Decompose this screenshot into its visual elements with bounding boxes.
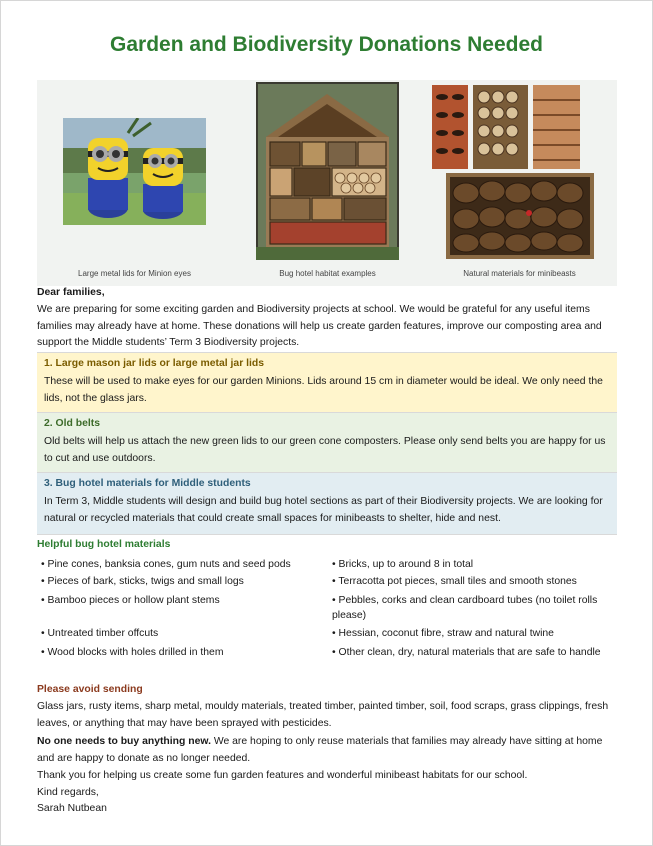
signature-text: Sarah Nutbean <box>37 803 107 814</box>
avoid-text: Glass jars, rusty items, sharp metal, mouldy materials, treated timber, painted timber, soil, food scraps, grass clippings, fresh leaves, or anything that may have been sprayed with pesticides. <box>37 701 609 729</box>
request-text-bug-hotel: In Term 3, Middle students will design and build bug hotel sections as part of their Biodiversity projects. We are looking for natural or recycled materials that could create small spaces for minibeasts to shelter, hide and nest. <box>44 496 603 524</box>
buy-bold-text: No one needs to buy anything new. <box>37 736 211 747</box>
request-heading-belts: 2. Old belts <box>44 418 101 429</box>
request-heading-lids: 1. Large mason jar lids or large metal jar lids <box>44 358 265 369</box>
photo-caption-bug-hotel: Bug hotel habitat examples <box>279 269 376 278</box>
request-box-belts <box>37 412 617 473</box>
thanks-text: Thank you for helping us create some fun garden features and wonderful minibeast habitats for our school. <box>37 770 528 781</box>
list-item: • Pine cones, banksia cones, gum nuts and seed pods <box>41 559 291 570</box>
photo-caption-minion: Large metal lids for Minion eyes <box>78 269 191 278</box>
request-text-lids: These will be used to make eyes for our garden Minions. Lids around 15 cm in diameter would be ideal. We only need the lids, not the glass jars. <box>44 376 603 404</box>
list-item: • Terracotta pot pieces, small tiles and smooth stones <box>332 576 577 587</box>
avoid-heading: Please avoid sending <box>37 684 143 695</box>
list-item: • Untreated timber offcuts <box>41 628 159 639</box>
request-box-lids <box>37 352 617 413</box>
natural-materials-photo <box>432 85 594 263</box>
buy-paragraph <box>37 734 621 767</box>
photo-band <box>37 80 617 286</box>
buy-text: We are hoping to only reuse materials that families may already have sitting at home and are happy to donate as no longer needed. <box>37 736 603 764</box>
intro-paragraph: We are preparing for some exciting garden and Biodiversity projects at school. We would be grateful for any useful items families may already have at home. These donations will help us create garden features, improve our composting area and support the Middle students’ Term 3 Biodiversity projects. <box>37 304 602 348</box>
greeting: Dear families, <box>37 287 105 298</box>
page-title: Garden and Biodiversity Donations Needed <box>110 33 543 56</box>
bug-hotel-photo <box>256 82 399 260</box>
minion-photo <box>63 118 206 225</box>
list-item: • Wood blocks with holes drilled in them <box>41 647 224 658</box>
materials-heading: Helpful bug hotel materials <box>37 539 171 550</box>
list-item: • Other clean, dry, natural materials that are safe to handle <box>332 647 601 658</box>
request-text-belts: Old belts will help us attach the new green lids to our green cone composters. Please only send belts you are happy for us to cut and use outdoors. <box>44 436 606 464</box>
photo-caption-natural-materials: Natural materials for minibeasts <box>463 269 576 278</box>
request-heading-bug-hotel: 3. Bug hotel materials for Middle students <box>44 478 251 489</box>
list-item: • Bricks, up to around 8 in total <box>332 559 474 570</box>
list-item: • Hessian, coconut fibre, straw and natural twine <box>332 628 554 639</box>
signoff-text: Kind regards, <box>37 787 99 798</box>
list-item: • Bamboo pieces or hollow plant stems <box>41 595 220 606</box>
list-item: • Pebbles, corks and clean cardboard tubes (no toilet rolls please) <box>332 595 598 621</box>
list-item: • Pieces of bark, sticks, twigs and small logs <box>41 576 244 587</box>
request-box-bug-hotel <box>37 472 617 535</box>
